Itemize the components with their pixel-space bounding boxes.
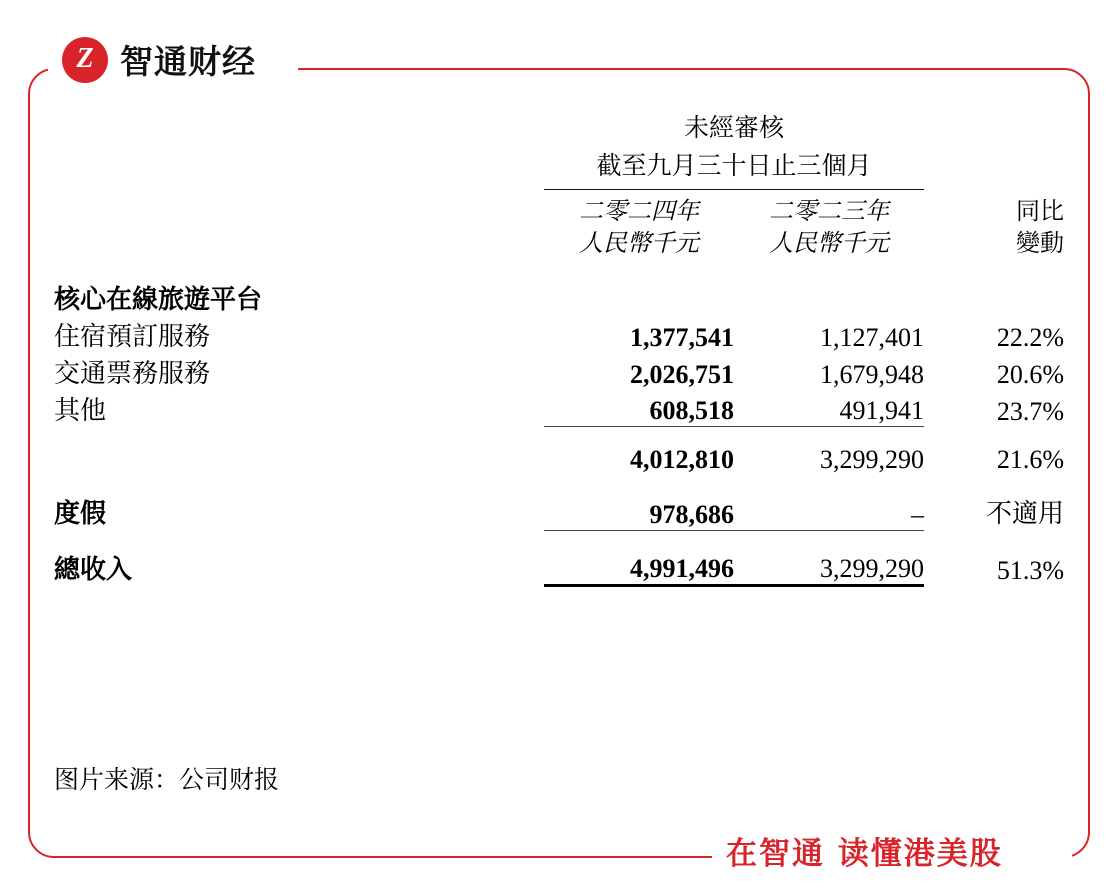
vacation-prior: – xyxy=(734,493,924,530)
total-prior: 3,299,290 xyxy=(734,549,924,586)
table-row xyxy=(54,353,1064,390)
row-label-transportation: 交通票務服務 xyxy=(54,358,211,388)
section-title-label: 核心在線旅遊平台 xyxy=(54,284,263,314)
table-row xyxy=(54,390,1064,427)
table-row xyxy=(54,316,1064,353)
vacation-label: 度假 xyxy=(54,499,107,529)
subtotal-label xyxy=(54,445,544,475)
brand-logo xyxy=(62,36,256,83)
row-prior-transportation: 1,679,948 xyxy=(820,359,925,389)
brand-name: 智通财经 xyxy=(120,42,256,81)
source-note: 图片来源：公司财报 xyxy=(54,767,280,794)
row-current-accommodation: 1,377,541 xyxy=(630,322,734,352)
row-current-others: 608,518 xyxy=(544,390,734,427)
header-year-prior: 二零二三年 xyxy=(769,199,889,225)
header-blank-2 xyxy=(924,110,1064,148)
header-blank-7 xyxy=(54,196,544,228)
table-header-rule-row xyxy=(54,185,1064,196)
total-change: 51.3% xyxy=(996,555,1065,585)
table-header-units-row xyxy=(54,228,1064,260)
header-rule xyxy=(544,185,924,196)
spacer-after-header xyxy=(54,261,1064,279)
table-header-title-row-2 xyxy=(54,148,1064,186)
table-row-vacation xyxy=(54,493,1064,530)
logo-mark-icon xyxy=(62,37,108,83)
header-change-line1: 同比 xyxy=(1016,199,1065,225)
header-blank-6 xyxy=(924,185,1064,196)
row-label-accommodation: 住宿預訂服務 xyxy=(54,321,211,351)
financial-table-container xyxy=(28,110,1090,587)
subtotal-prior: 3,299,290 xyxy=(820,445,925,475)
row-label-others: 其他 xyxy=(54,395,107,425)
row-prior-others: 491,941 xyxy=(734,390,924,427)
vacation-current: 978,686 xyxy=(544,493,734,530)
header-period: 截至九月三十日止三個月 xyxy=(596,152,872,180)
row-change-transportation: 20.6% xyxy=(996,359,1065,389)
row-prior-accommodation: 1,127,401 xyxy=(820,322,925,352)
logo-letter: Z xyxy=(76,42,94,74)
total-label: 總收入 xyxy=(54,554,133,584)
total-current: 4,991,496 xyxy=(544,549,734,586)
header-blank-4 xyxy=(924,148,1064,186)
header-blank-5 xyxy=(54,185,544,196)
header-blank-8 xyxy=(54,228,544,260)
table-row-total xyxy=(54,549,1064,586)
header-change-line2: 變動 xyxy=(1016,231,1065,258)
header-blank-3 xyxy=(54,148,544,186)
brand-slogan: 在智通 读懂港美股 xyxy=(726,836,1003,872)
spacer-before-subtotal xyxy=(54,427,1064,446)
subtotal-current: 4,012,810 xyxy=(630,445,734,475)
spacer-before-vacation xyxy=(54,475,1064,493)
header-unit-prior: 人民幣千元 xyxy=(769,231,889,258)
vacation-change: 不適用 xyxy=(986,499,1065,529)
header-unit-current: 人民幣千元 xyxy=(579,231,699,258)
spacer-before-total xyxy=(54,530,1064,549)
row-change-accommodation: 22.2% xyxy=(996,322,1065,352)
row-current-transportation: 2,026,751 xyxy=(630,359,734,389)
table-header-title-row-1 xyxy=(54,110,1064,148)
table-row-subtotal xyxy=(54,445,1064,475)
revenue-breakdown-table xyxy=(54,110,1064,587)
table-row-section-title xyxy=(54,279,1064,316)
subtotal-change: 21.6% xyxy=(996,445,1065,475)
table-header-years-row xyxy=(54,196,1064,228)
header-blank-1 xyxy=(54,110,544,148)
header-year-current: 二零二四年 xyxy=(579,199,699,225)
row-change-others: 23.7% xyxy=(996,396,1065,426)
header-unaudited: 未經審核 xyxy=(684,115,785,142)
